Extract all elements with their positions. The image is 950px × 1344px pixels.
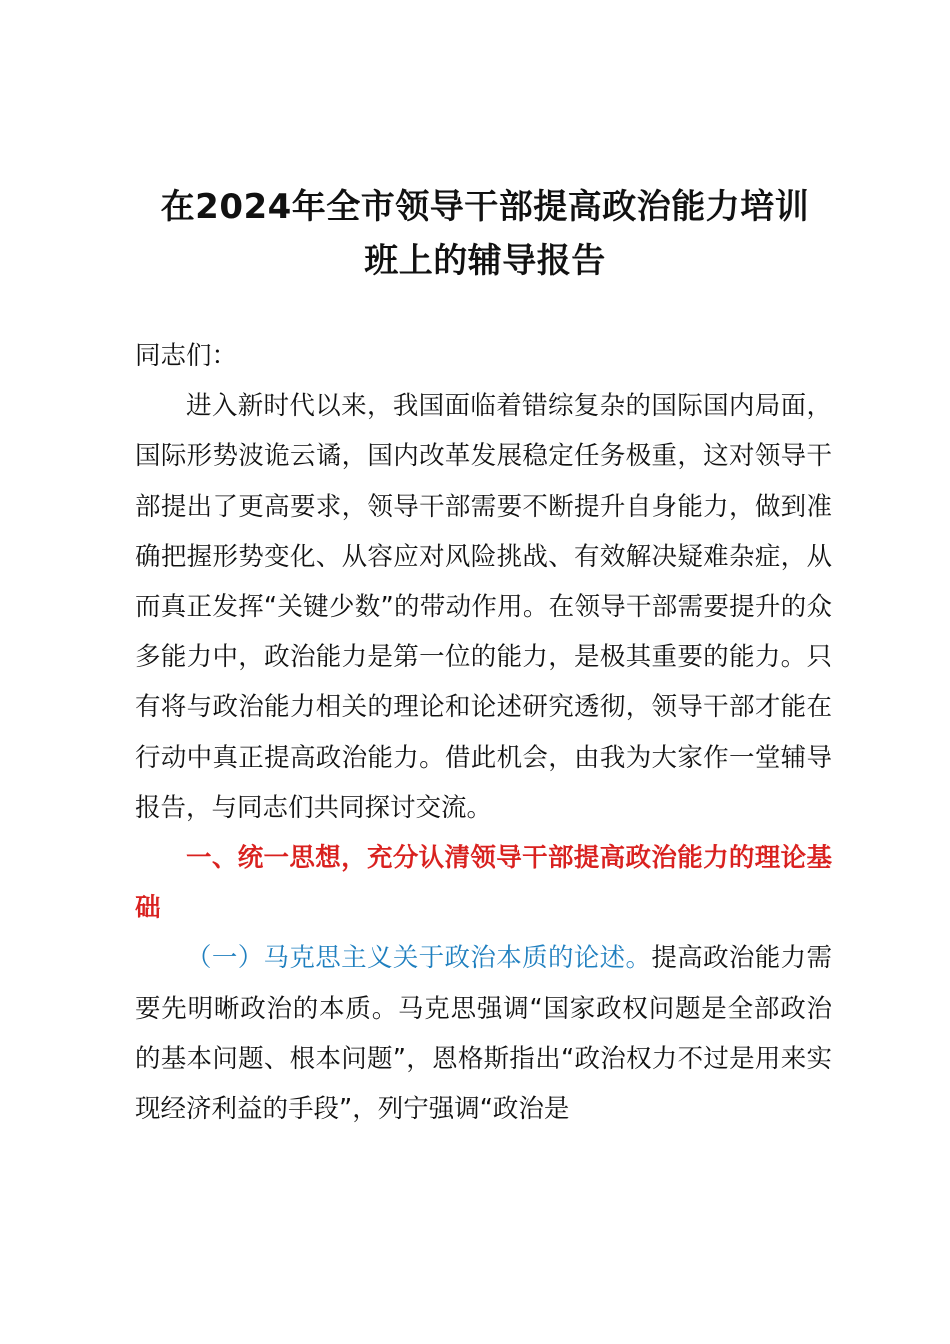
- paragraph-intro: 进入新时代以来，我国面临着错综复杂的国际国内局面，国际形势波诡云谲，国内改革发展稳定任务极重，这对领导干部提出了更高要求，领导干部需要不断提升自身能力，做到准确把握形势变化、从容应对风险挑战、有效解决疑难杂症，从而真正发挥“关键少数”的带动作用。在领导干部需要提升的众多能力中，政治能力是第一位的能力，是极其重要的能力。只有将与政治能力相关的理论和论述研究透彻，领导干部才能在行动中真正提高政治能力。借此机会，由我为大家作一堂辅导报告，与同志们共同探讨交流。: [135, 391, 832, 823]
- document-title: [135, 180, 835, 288]
- paragraph-section-1-1-text: 提高政治能力需要先明晰政治的本质。马克思强调“国家政权问题是全部政治的基本问题、根本问题”，恩格斯指出“政治权力不过是用来实现经济利益的手段”，列宁强调“政治是: [135, 943, 832, 1125]
- paragraph-section-1-1: [135, 933, 832, 1134]
- salutation: 同志们：: [135, 341, 238, 371]
- title-line-1: 在2024年全市领导干部提高政治能力培训: [160, 187, 810, 227]
- document-body: [135, 331, 832, 1134]
- subsection-heading-1: （一）马克思主义关于政治本质的论述。: [186, 943, 652, 974]
- section-heading-1: 一、统一思想，充分认清领导干部提高政治能力的理论基础: [135, 843, 832, 924]
- title-line-2: 班上的辅导报告: [364, 241, 606, 281]
